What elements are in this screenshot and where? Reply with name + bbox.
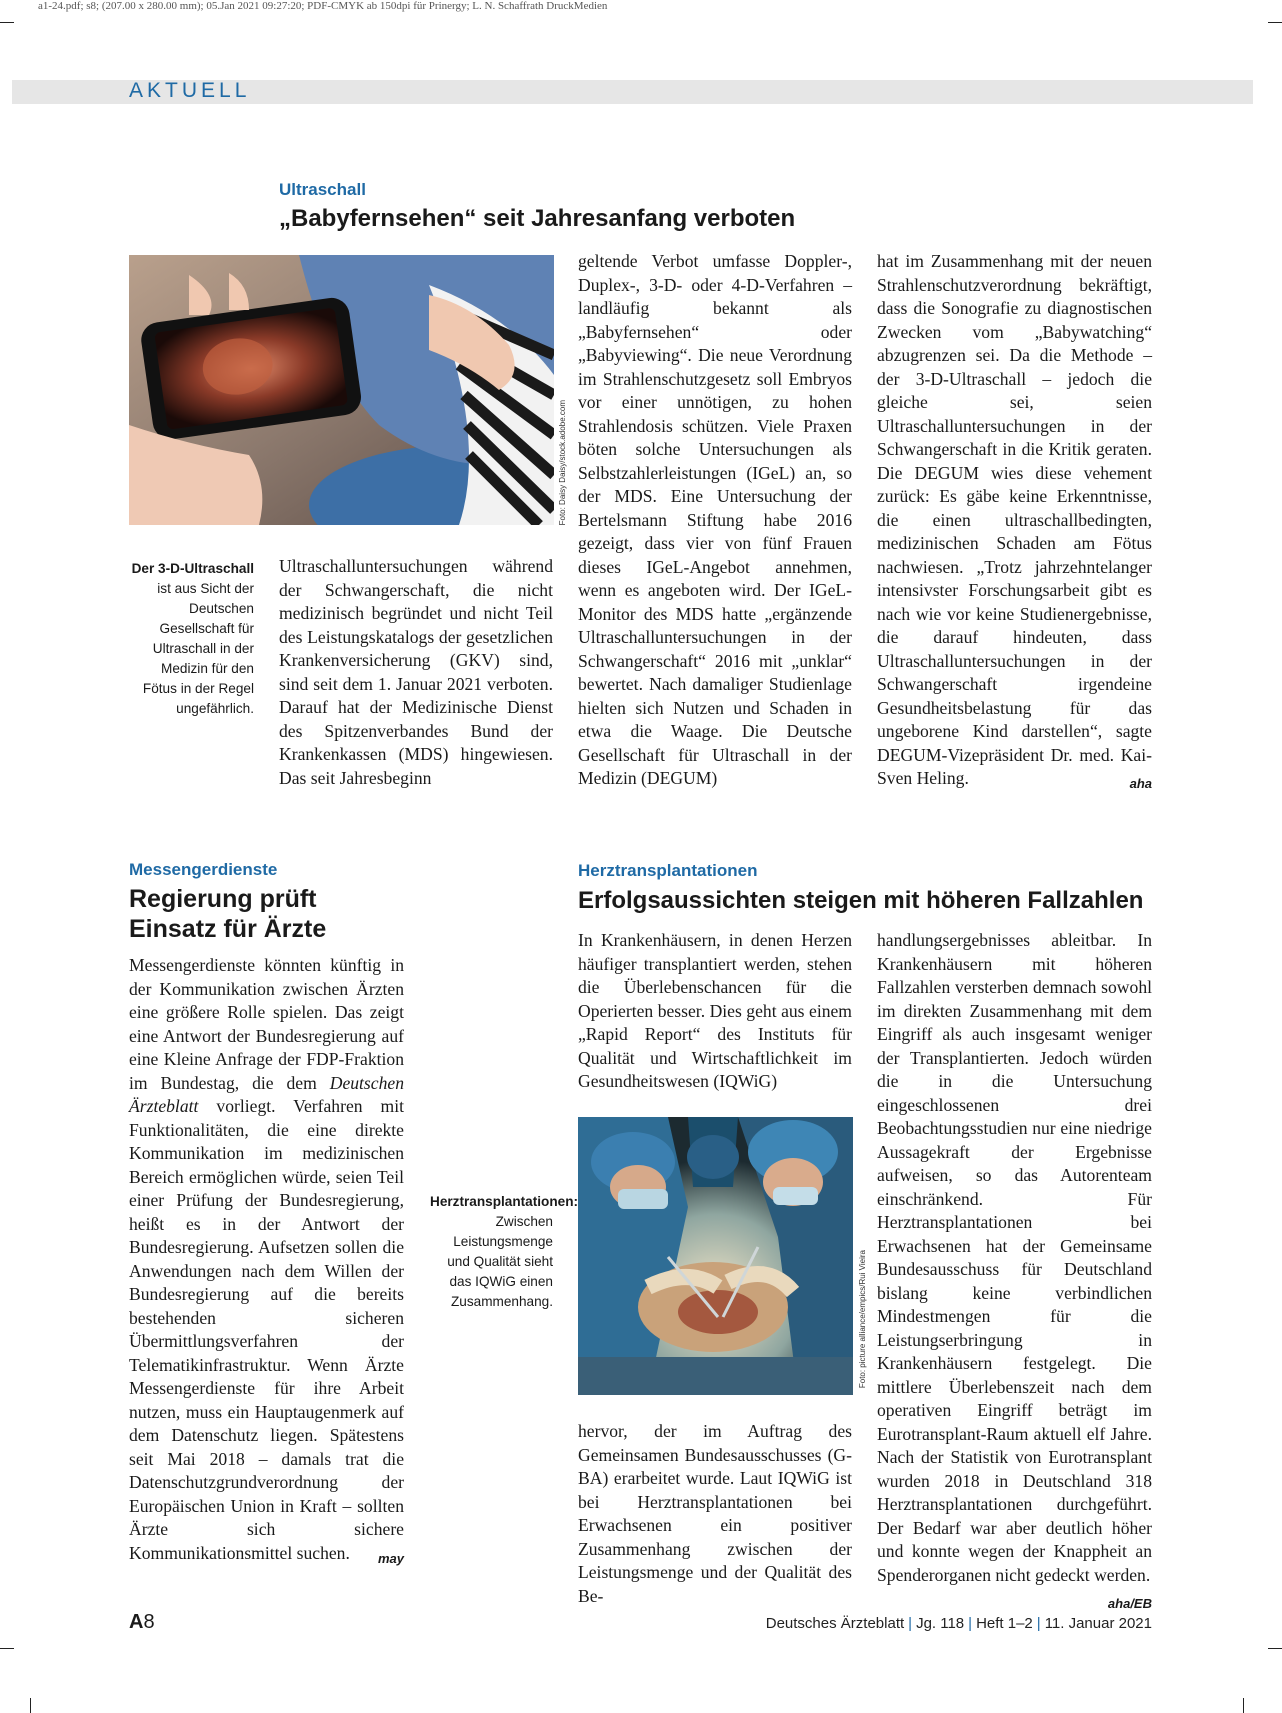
article3-column-1-bottom: hervor, der im Auftrag des Gemeinsamen Bundesausschusses (G-BA) erarbeitet wurde. Laut IQWiG ist bei Herztransplantationen bei Erwachsenen ein positiver Zusammenhang zwischen der Leistungsmenge und der Qualität des Be- — [578, 1421, 852, 1606]
article1-caption-bold: Der 3-D-Ultraschall — [131, 561, 254, 576]
page-number — [129, 1611, 155, 1634]
article1-column-1: Ultraschalluntersuchungen während der Schwangerschaft, die nicht medizinisch begründet und nicht Teil des Leistungskatalogs der gesetzlichen Krankenversicherung (GKV) sind, sind seit dem 1. Januar 2021 verboten. Darauf hat der Medizinische Dienst des Spitzenverbandes Bund der Krankenkassen (MDS) hingewiesen. Das seit Jahresbeginn — [279, 556, 553, 788]
article2-headline-line2: Einsatz für Ärzte — [129, 915, 327, 943]
print-slug: a1-24.pdf; s8; (207.00 x 280.00 mm); 05.Jan 2021 09:27:20; PDF-CMYK ab 150dpi für Prinergy; L. N. Schaffrath DruckMedien — [38, 0, 608, 12]
crop-mark — [1268, 22, 1282, 23]
journal-issue: Heft 1–2 — [976, 1615, 1033, 1632]
crop-mark — [1268, 1648, 1282, 1649]
article3-signature: aha/EB — [1107, 1596, 1152, 1611]
section-title: AKTUELL — [129, 79, 251, 102]
article3-column-1-top: In Krankenhäusern, in denen Herzen häufiger transplantiert werden, stehen die Überlebenschancen für die Operierten besser. Dies geht aus einem „Rapid Report“ des Instituts für Qualität und Wirtschaftlichkeit im Gesundheitswesen (IQWiG) — [578, 930, 852, 1091]
page-number-value: 8 — [143, 1611, 155, 1633]
article1-column-3-text: hat im Zusammenhang mit der neuen Strahlenschutzverordnung bekräftigt, dass die Sonografie zu diagnostischen Zwecken vom „Babywatching“ abzugrenzen sei. Da die Methode – der 3-D-Ultraschall – jedoch die gleiche sei, seien Ultraschalluntersuchungen in der Schwangerschaft in die Kritik geraten. Die DEGUM wies diese vehement zurück: Es gäbe keine Erkenntnisse, die einen ultraschallbedingten, medizinischen Schaden am Fötus nachwiesen. „Trotz jahrzehntelanger intensivster Forschungsarbeit gibt es nach wie vor keine Studienergebnisse, die darauf hindeuten, dass Ultraschalluntersuchungen in der Schwangerschaft irgendeine Gesundheitsbelastung für das ungeborene Kind darstellen“, sagte DEGUM-Vizepräsident Dr. med. Kai-Sven Heling. — [877, 251, 1152, 788]
article1-caption-text: ist aus Sicht der Deutschen Gesellschaft für Ultraschall in der Medizin für den Fötus in der Regel ungefährlich. — [142, 581, 254, 716]
article3-caption-text: Zwischen Leistungsmenge und Qualität sieht das IQWiG einen Zusammenhang. — [447, 1214, 553, 1309]
article1-signature: aha — [1129, 776, 1152, 791]
crop-mark — [0, 1648, 14, 1649]
article2-headline-line1: Regierung prüft — [129, 885, 317, 913]
article2-kicker: Messengerdienste — [129, 860, 278, 879]
journal-footer: Deutsches Ärzteblatt | Jg. 118 | Heft 1–2 | 11. Januar 2021 — [765, 1615, 1152, 1632]
article3-column-2 — [877, 929, 1152, 1616]
surgery-illustration — [578, 1117, 853, 1395]
article1-column-2: geltende Verbot umfasse Doppler-, Duplex-, 3-D- oder 4-D-Verfahren – landläufig bekannt als „Babyfernsehen“ oder „Babyviewing“. Die neue Verordnung im Strahlenschutzgesetz soll Embryos vor einer unnötigen, zu hohen Strahlendosis schützen. Viele Praxen böten solche Untersuchungen als Selbstzahlerleistungen (IGeL) an, so der MDS. Eine Untersuchung der Bertelsmann Stiftung habe 2016 gezeigt, dass vier von fünf Frauen dieses IGeL-Angebot annehmen, wenn es angeboten wird. Der IGeL-Monitor des MDS hatte „ergänzende Ultraschalluntersuchungen in der Schwangerschaft“ 2016 mit „unklar“ bewertet. Nach damaliger Studienlage hielten sich Nutzen und Schaden in etwa die Waage. Die Deutsche Gesellschaft für Ultraschall in der Medizin (DEGUM) — [578, 251, 852, 788]
article2-signature: may — [377, 1550, 404, 1566]
article1-headline: „Babyfernsehen“ seit Jahresanfang verboten — [279, 205, 796, 232]
article2-text-a: Messengerdienste könnten künftig in der Kommunikation zwischen Ärzten eine größere Rolle spielen. Das zeigt eine Antwort der Bundesregierung auf eine Kleine Anfrage der FDP-Fraktion im Bundestag, die dem — [129, 955, 404, 1093]
crop-mark — [1243, 1698, 1244, 1713]
crop-mark — [30, 1698, 31, 1713]
section-banner — [12, 80, 1253, 104]
article3-headline: Erfolgsaussichten steigen mit höheren Fallzahlen — [578, 887, 1144, 914]
crop-mark — [0, 22, 14, 23]
journal-date: 11. Januar 2021 — [1044, 1615, 1152, 1632]
journal-name: Deutsches Ärzteblatt — [765, 1615, 905, 1632]
article1-photo-credit: Foto: Daisy Daisy/stock.adobe.com — [558, 400, 567, 526]
ultrasound-phone-illustration — [129, 255, 554, 525]
heart-surgery-photo — [578, 1117, 853, 1395]
article1-column-3 — [877, 250, 1152, 796]
ultrasound-phone-photo — [129, 255, 554, 525]
article2-text-b: vorliegt. Verfahren mit Funktionalitäten, die eine direkte Kommunikation im medizinischen Bereich ermöglichen würde, seien Teil einer Prüfung der Bundesregierung, heißt es in der Antwort der Bundesregierung. Aufsetzen sollen die Anwendungen nach dem Willen der Bundesregierung auf die bereits bestehenden sicheren Übermittlungsverfahren der Telematikinfrastruktur. Wenn Ärzte Messengerdienste für ihre Arbeit nutzen, muss ein Hauptaugenmerk auf dem Datenschutz liegen. Spätestens seit Mai 2018 – damals trat die Datenschutzgrundverordnung der Europäischen Union in Kraft – sollten Ärzte sich sichere Kommunikationsmittel suchen. — [129, 1096, 404, 1563]
article1-kicker: Ultraschall — [279, 180, 366, 199]
article3-kicker: Herztransplantationen — [578, 861, 758, 880]
journal-volume: Jg. 118 — [916, 1615, 965, 1632]
article3-photo-credit: Foto: picture alliance/empics/Rui Vieira — [858, 1250, 867, 1389]
article2-text-italic: Deutschen Ärzteblatt — [129, 1072, 404, 1116]
article3-caption — [430, 1192, 579, 1312]
article3-column-2-text: handlungsergebnisses ableitbar. In Krankenhäusern mit höheren Fallzahlen versterben demnach sowohl im direkten Zusammenhang mit dem Eingriff als auch insgesamt weniger der Transplantierten. Jedoch würden die in die Untersuchung eingeschlossenen drei Beobachtungsstudien nur eine niedrige Aussagekraft der Ergebnisse aufweisen, so das Autorenteam einschränkend. Für Herztransplantationen bei Erwachsenen hat der Gemeinsame Bundesausschuss für Deutschland bislang keine verbindlichen Mindestmengen für die Leistungserbringung in Krankenhäusern festgelegt. Die mittlere Überlebenszeit nach dem operativen Eingriff beträgt im Eurotransplant-Raum aktuell elf Jahre. Nach der Statistik von Eurotransplant wurden 2018 in Deutschland 318 Herztransplantationen durchgeführt. Der Bedarf war aber deutlich höher und konnte wegen der Knappheit an Spenderorganen nicht gedeckt werden. — [877, 930, 1152, 1585]
article2-column — [129, 954, 404, 1570]
page-letter: A — [129, 1611, 144, 1633]
article3-caption-bold: Herztransplantationen: — [430, 1194, 579, 1209]
article1-caption — [126, 559, 254, 719]
article2-headline — [129, 884, 326, 944]
